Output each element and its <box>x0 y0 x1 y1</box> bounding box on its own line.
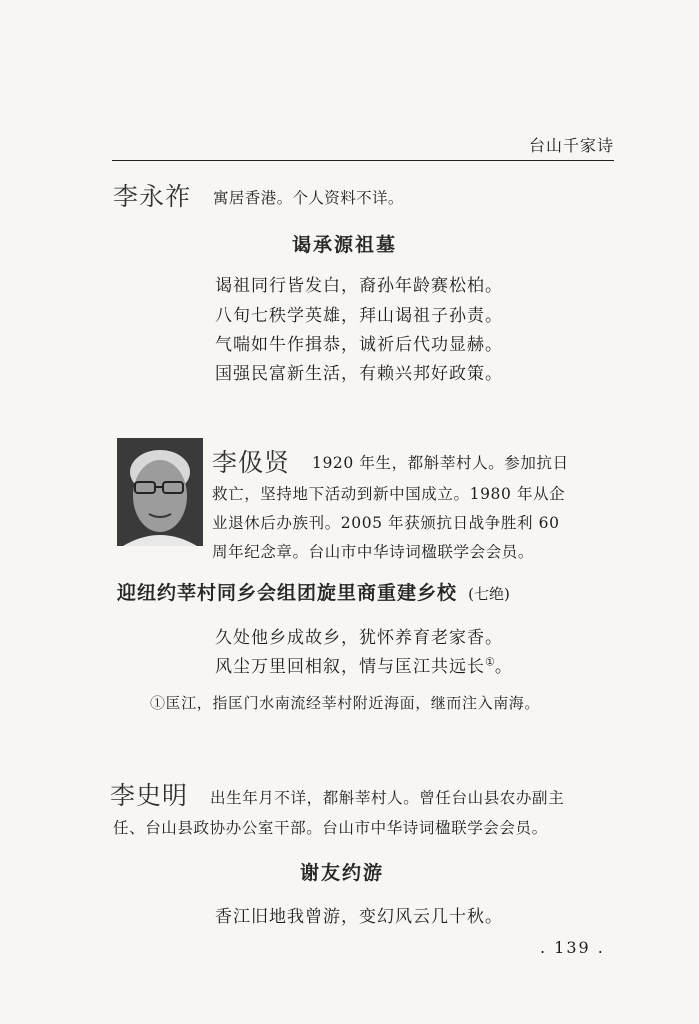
poem-verse: 谒祖同行皆发白，裔孙年龄赛松柏。 <box>215 276 503 296</box>
poem-title: 谢友约游 <box>300 862 385 884</box>
author-bio: 寓居香港。个人资料不详。 <box>213 189 404 207</box>
poem-verse: 气喘如牛作揖恭，诚祈后代功显赫。 <box>215 335 503 355</box>
poem-title: 迎纽约莘村同乡会组团旋里商重建乡校 <box>117 582 458 604</box>
footnote-marker: ① <box>485 655 495 669</box>
author-bio-line: 出生年月不详，都斛莘村人。曾任台山县农办副主 <box>210 789 565 807</box>
running-header-title: 台山千家诗 <box>528 136 614 155</box>
author-portrait-photo <box>117 438 203 546</box>
author-bio-line: 业退休后办族刊。2005 年获颁抗日战争胜利 60 <box>212 514 560 532</box>
author-name: 李伋贤 <box>212 448 291 477</box>
author-name: 李永祚 <box>113 182 192 211</box>
author-bio-line: 周年纪念章。台山市中华诗词楹联学会会员。 <box>212 543 535 561</box>
poem-verse: 久处他乡成故乡，犹怀养育老家香。 <box>215 628 503 648</box>
poem-form: (七绝) <box>468 585 510 603</box>
poem-heading <box>117 578 510 605</box>
author-bio-line: 任、台山县政协办公室干部。台山市中华诗词楹联学会会员。 <box>113 819 548 837</box>
author-bio-line: 1920 年生，都斛莘村人。参加抗日 <box>312 454 569 472</box>
poem-verse: 风尘万里回相叙，情与匡江共远长 <box>215 657 485 677</box>
header-rule <box>112 160 614 161</box>
poem-verse: 八旬七秩学英雄，拜山谒祖子孙责。 <box>215 306 503 326</box>
poem-title: 谒承源祖墓 <box>292 234 398 256</box>
poem-verse-with-note: 风尘万里回相叙，情与匡江共远长①。 <box>215 655 513 677</box>
footnote: ①匡江，指匡门水南流经莘村附近海面，继而注入南海。 <box>150 694 541 712</box>
author-bio-line: 救亡，坚持地下活动到新中国成立。1980 年从企 <box>212 485 566 503</box>
poem-verse: 香江旧地我曾游，变幻风云几十秋。 <box>215 907 503 927</box>
author-name: 李史明 <box>110 781 189 810</box>
page-number: . 139 . <box>540 938 605 957</box>
poem-verse: 国强民富新生活，有赖兴邦好政策。 <box>215 364 503 384</box>
